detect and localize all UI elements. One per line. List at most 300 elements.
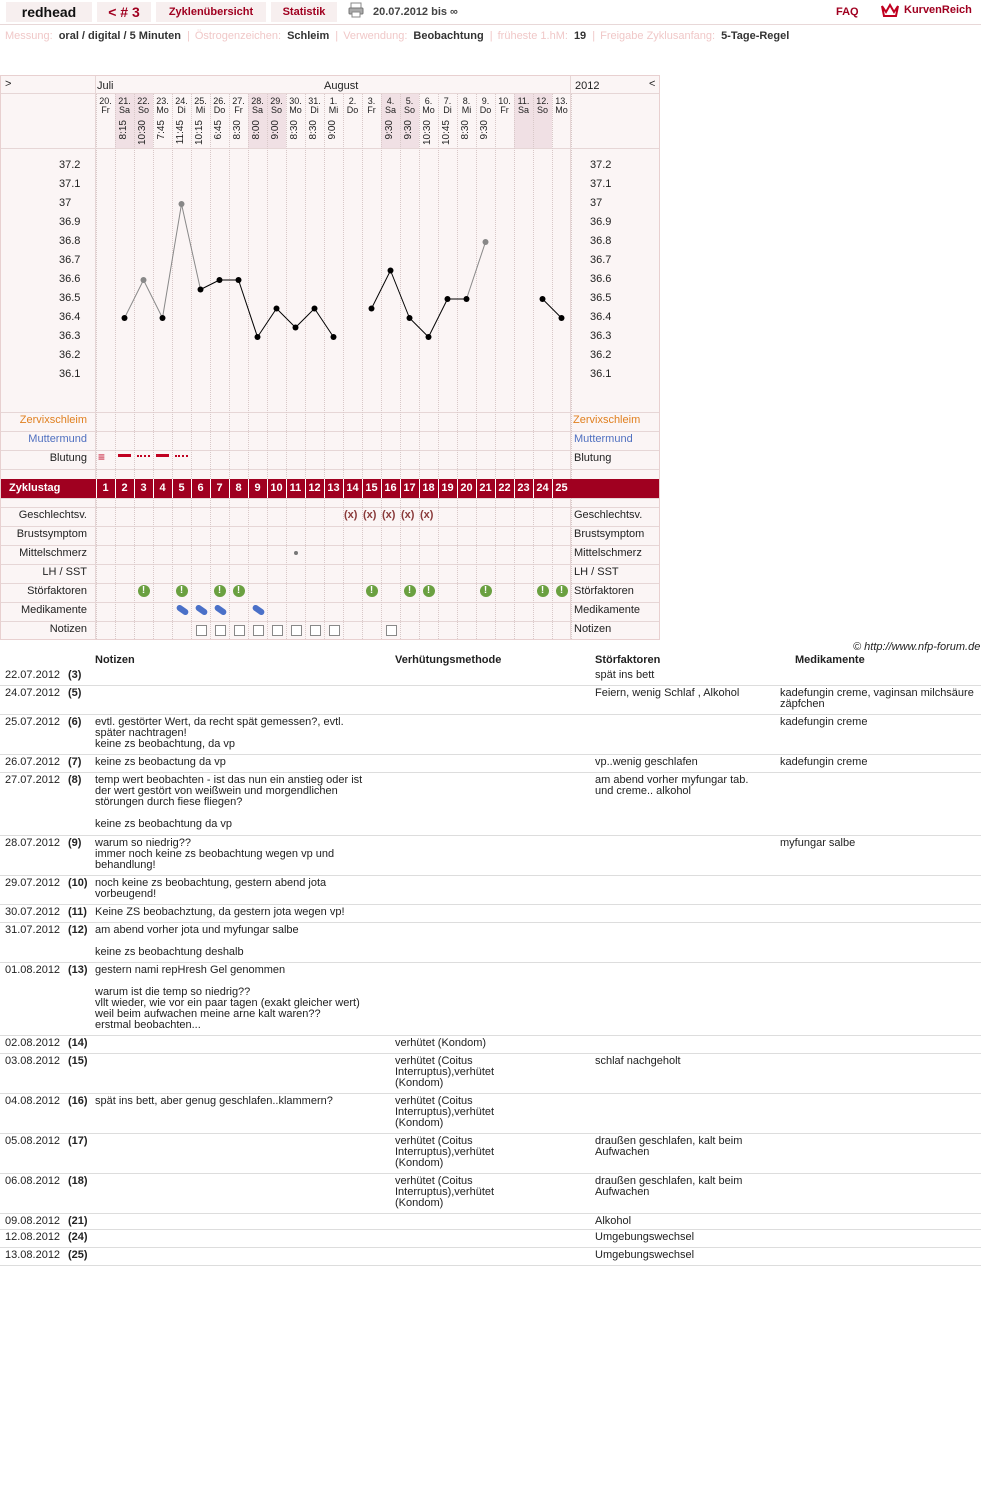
month-label-august: August (324, 80, 359, 92)
table-row (0, 715, 981, 755)
weekday: Mi (461, 105, 472, 115)
oestrogen-value: Schleim (287, 30, 330, 42)
stoerfaktor-icon[interactable]: ! (176, 585, 188, 597)
note-icon[interactable] (329, 625, 340, 636)
temp-point[interactable] (236, 277, 242, 283)
cycle-day-number: 4 (159, 482, 166, 494)
table-row (0, 1214, 981, 1230)
cycle-day-divider (438, 479, 439, 498)
weekday: Sa (118, 105, 130, 115)
row-method: verhütet (Coitus Interruptus),verhütet (Kondom) (395, 1095, 498, 1129)
cycle-day-number: 20 (460, 482, 473, 494)
row-cycle-day: (12) (68, 924, 88, 936)
temp-point[interactable] (407, 315, 413, 321)
table-row (0, 1134, 981, 1174)
measure-time: 7:45 (156, 120, 167, 140)
weekday: Do (346, 105, 359, 115)
measure-time: 8:00 (251, 120, 262, 140)
row-medication: kadefungin creme, vaginsan milchsäure zäpfchen (780, 687, 977, 710)
temp-tick-left: 36.4 (59, 311, 81, 323)
hm-label: früheste 1.hM: (497, 30, 568, 42)
cycle-day-number: 11 (289, 482, 302, 494)
cycle-day-number: 2 (121, 482, 128, 494)
row-date: 27.07.2012 (5, 774, 61, 786)
temp-point[interactable] (312, 306, 318, 312)
row-cycle-day: (3) (68, 669, 82, 681)
row-stoerfaktor: schlaf nachgeholt (595, 1055, 681, 1067)
row-date: 02.08.2012 (5, 1037, 61, 1049)
oestrogen-label: Östrogenzeichen: (194, 30, 282, 42)
day-number: 13. (555, 96, 568, 106)
temp-segment (201, 280, 220, 290)
temp-point[interactable] (122, 315, 128, 321)
temp-point[interactable] (198, 287, 204, 293)
measure-time: 8:30 (232, 120, 243, 140)
temp-segment (239, 280, 258, 337)
separator: | (592, 30, 596, 42)
row-method: verhütet (Kondom) (395, 1037, 487, 1049)
table-row (0, 1174, 981, 1214)
blutung-marker (156, 454, 169, 460)
cycle-day-divider (476, 479, 477, 498)
note-icon[interactable] (234, 625, 245, 636)
date-range: 20.07.2012 bis ∞ (373, 6, 458, 18)
intercourse-icon[interactable]: (x) (363, 509, 377, 521)
mittelschmerz-marker[interactable] (294, 551, 298, 555)
cycle-day-number: 22 (498, 482, 511, 494)
cycle-day-number: 12 (308, 482, 321, 494)
row-note: evtl. gestörter Wert, da recht spät gemessen?, evtl. später nachtragen! keine zs beobachtung, da vp (95, 716, 344, 750)
day-number: 20. (99, 96, 112, 106)
day-number: 6. (424, 96, 433, 106)
row-date: 28.07.2012 (5, 837, 61, 849)
cycle-overview-tab[interactable]: Zyklenübersicht (156, 2, 266, 22)
stoerfaktor-icon[interactable]: ! (480, 585, 492, 597)
cycle-day-divider (533, 479, 534, 498)
weekday: Sa (384, 105, 396, 115)
row-stoerfaktor: vp..wenig geschlafen (595, 756, 698, 768)
table-row (0, 876, 981, 905)
cycle-day-divider (400, 479, 401, 498)
row-cycle-day: (9) (68, 837, 82, 849)
cycle-day-divider (191, 479, 192, 498)
row-note: warum so niedrig?? immer noch keine zs beobachtung wegen vp und behandlung! (95, 837, 335, 871)
row-cycle-day: (25) (68, 1249, 88, 1261)
day-number: 24. (175, 96, 188, 106)
stoerfaktor-icon[interactable]: ! (233, 585, 245, 597)
temp-tick-right: 36.5 (590, 292, 612, 304)
stoerfaktor-icon[interactable]: ! (404, 585, 416, 597)
muttermund-label-right: Muttermund (574, 433, 633, 445)
cycle-chart (0, 75, 660, 640)
row-note: noch keine zs beobachtung, gestern abend jota vorbeugend! (95, 877, 330, 900)
measure-time: 9:30 (384, 120, 395, 140)
weekday: Sa (517, 105, 529, 115)
row-stoerfaktor: spät ins bett (595, 669, 655, 681)
row-cycle-day: (18) (68, 1175, 88, 1187)
day-number: 12. (536, 96, 549, 106)
intercourse-icon[interactable]: (x) (401, 509, 415, 521)
cycle-day-divider (495, 479, 496, 498)
temp-tick-left: 36.9 (59, 216, 81, 228)
temperature-curve (1, 76, 659, 639)
brust-label: Brustsymptom (16, 528, 87, 540)
cycle-day-number: 15 (365, 482, 378, 494)
measure-time: 9:00 (327, 120, 338, 140)
faq-link[interactable]: FAQ (836, 6, 859, 18)
blutung-marker (137, 455, 150, 459)
zervix-label-right: Zervixschleim (573, 414, 641, 426)
stoerfaktor-icon[interactable]: ! (556, 585, 568, 597)
row-date: 30.07.2012 (5, 906, 61, 918)
day-number: 2. (348, 96, 357, 106)
table-row (0, 755, 981, 773)
cycle-day-divider (362, 479, 363, 498)
day-number: 23. (156, 96, 169, 106)
measure-time: 10:15 (194, 120, 205, 146)
cycle-day-divider (229, 479, 230, 498)
temp-segment (410, 318, 429, 337)
cycle-day-number: 25 (555, 482, 568, 494)
intercourse-icon[interactable]: (x) (382, 509, 396, 521)
temp-tick-left: 37 (59, 197, 72, 209)
day-number: 7. (443, 96, 452, 106)
blutung-label: Blutung (49, 452, 87, 464)
temp-segment (315, 309, 334, 338)
row-stoerfaktor: Umgebungswechsel (595, 1231, 695, 1243)
cycle-day-divider (514, 479, 515, 498)
row-stoerfaktor: draußen geschlafen, kalt beim Aufwachen (595, 1175, 745, 1198)
temp-tick-right: 36.4 (590, 311, 612, 323)
row-date: 29.07.2012 (5, 877, 61, 889)
temp-tick-right: 36.6 (590, 273, 612, 285)
temp-point[interactable] (160, 315, 166, 321)
temp-point[interactable] (179, 201, 185, 207)
temp-segment (125, 280, 144, 318)
row-note: keine zs beobactung da vp (95, 756, 226, 768)
temp-tick-left: 36.2 (59, 349, 81, 361)
table-row (0, 1230, 981, 1248)
measure-time: 11:45 (175, 120, 186, 145)
temp-point[interactable] (293, 325, 299, 331)
row-stoerfaktor: Alkohol (595, 1215, 632, 1227)
temp-segment (391, 271, 410, 319)
row-note: am abend vorher jota und myfungar salbe keine zs beobachtung deshalb (95, 924, 299, 958)
row-cycle-day: (16) (68, 1095, 88, 1107)
cycle-day-number: 3 (140, 482, 147, 494)
temp-segment (429, 299, 448, 337)
weekday: So (137, 105, 149, 115)
cycle-day-number: 21 (479, 482, 492, 494)
day-number: 11. (517, 96, 530, 106)
hm-value: 19 (573, 30, 587, 42)
stoerfaktor-icon[interactable]: ! (366, 585, 378, 597)
temp-point[interactable] (369, 306, 375, 312)
temp-point[interactable] (464, 296, 470, 302)
freigabe-value: 5-Tage-Regel (721, 30, 790, 42)
day-number: 10. (498, 96, 511, 106)
day-number: 9. (481, 96, 490, 106)
weekday: Do (213, 105, 226, 115)
mittel-label-right: Mittelschmerz (574, 547, 642, 559)
row-date: 25.07.2012 (5, 716, 61, 728)
stoer-label: Störfaktoren (27, 585, 87, 597)
weekday: Mo (555, 105, 568, 115)
statistics-tab[interactable]: Statistik (271, 2, 337, 22)
weekday: Fr (500, 105, 509, 115)
cycle-day-divider (172, 479, 173, 498)
temp-segment (296, 309, 315, 328)
day-number: 25. (194, 96, 207, 106)
table-row (0, 905, 981, 923)
weekday: Mi (195, 105, 206, 115)
table-row (0, 1094, 981, 1134)
row-cycle-day: (15) (68, 1055, 88, 1067)
weekday: Fr (367, 105, 376, 115)
measure-time: 10:30 (422, 120, 433, 146)
row-cycle-day: (7) (68, 756, 82, 768)
note-icon[interactable] (386, 625, 397, 636)
user-name-tab[interactable]: redhead (6, 2, 92, 22)
measure-time: 10:30 (137, 120, 148, 146)
row-date: 13.08.2012 (5, 1249, 61, 1261)
cycle-day-divider (343, 479, 344, 498)
row-medication: myfungar salbe (780, 837, 856, 849)
notizen-label-right: Notizen (574, 623, 612, 635)
measure-time: 6:45 (213, 120, 224, 140)
nav-prev-button[interactable]: > (5, 78, 12, 90)
temp-segment (372, 271, 391, 309)
stoerfaktor-icon[interactable]: ! (537, 585, 549, 597)
temp-segment (163, 204, 182, 318)
temp-point[interactable] (217, 277, 223, 283)
row-note: gestern nami repHresh Gel genommen warum ist die temp so niedrig?? vllt wieder, wie vor ein paar tagen (exakt gleicher wert) weil beim aufwachen meine arne kalt waren?? erstmal beobachten... (95, 964, 360, 1031)
row-date: 01.08.2012 (5, 964, 61, 976)
brust-label-right: Brustsymptom (574, 528, 645, 540)
weekday: Mo (422, 105, 435, 115)
cycle-day-number: 24 (536, 482, 549, 494)
temp-segment (277, 309, 296, 328)
row-date: 04.08.2012 (5, 1095, 61, 1107)
weekday: Do (479, 105, 492, 115)
day-number: 8. (462, 96, 471, 106)
lh-label-right: LH / SST (574, 566, 619, 578)
table-row (0, 836, 981, 876)
cycle-day-divider (305, 479, 306, 498)
measure-time: 9:30 (479, 120, 490, 140)
separator: | (186, 30, 190, 42)
cycle-day-number: 18 (422, 482, 435, 494)
temp-tick-right: 36.8 (590, 235, 612, 247)
cycle-day-number: 23 (517, 482, 530, 494)
temp-point[interactable] (559, 315, 565, 321)
separator: | (335, 30, 339, 42)
weekday: Mo (156, 105, 169, 115)
gv-label-right: Geschlechtsv. (574, 509, 643, 521)
row-date: 26.07.2012 (5, 756, 61, 768)
header-med: Medikamente (795, 654, 865, 666)
cycle-day-number: 6 (197, 482, 204, 494)
row-date: 24.07.2012 (5, 687, 61, 699)
cycle-day-divider (457, 479, 458, 498)
row-cycle-day: (14) (68, 1037, 88, 1049)
verwendung-label: Verwendung: (343, 30, 408, 42)
year-label: 2012 (575, 80, 600, 92)
temp-tick-left: 36.7 (59, 254, 81, 266)
month-label-juli: Juli (97, 80, 114, 92)
cycle-selector-tab[interactable]: < # 3 (97, 2, 151, 22)
temp-segment (258, 309, 277, 338)
table-row (0, 668, 981, 686)
verwendung-value: Beobachtung (413, 30, 484, 42)
stoerfaktor-icon[interactable]: ! (423, 585, 435, 597)
temp-point[interactable] (388, 268, 394, 274)
table-row (0, 773, 981, 836)
cycle-day-divider (267, 479, 268, 498)
row-date: 31.07.2012 (5, 924, 61, 936)
temp-tick-right: 36.9 (590, 216, 612, 228)
stoerfaktor-icon[interactable]: ! (138, 585, 150, 597)
cycle-day-number: 7 (216, 482, 223, 494)
temp-tick-right: 37.2 (590, 159, 612, 171)
row-stoerfaktor: Feiern, wenig Schlaf , Alkohol (595, 687, 740, 699)
cycle-day-divider (286, 479, 287, 498)
row-cycle-day: (21) (68, 1215, 88, 1227)
cycle-day-divider (324, 479, 325, 498)
day-number: 27. (232, 96, 245, 106)
printer-icon[interactable] (348, 2, 366, 22)
cycle-day-number: 10 (270, 482, 283, 494)
temp-point[interactable] (255, 334, 261, 340)
weekday: Di (443, 105, 452, 115)
temp-tick-left: 37.1 (59, 178, 81, 190)
cycle-day-divider (552, 479, 553, 498)
temp-tick-right: 36.1 (590, 368, 612, 380)
table-row (0, 686, 981, 715)
cycle-day-number: 17 (403, 482, 416, 494)
kurvenreich-logo[interactable] (880, 0, 972, 20)
cycle-day-number: 8 (235, 482, 242, 494)
settings-summary (5, 30, 793, 42)
note-icon[interactable] (291, 625, 302, 636)
temp-tick-left: 36.5 (59, 292, 81, 304)
measure-time: 8:30 (308, 120, 319, 140)
cycle-day-number: 13 (327, 482, 340, 494)
weekday: So (536, 105, 548, 115)
cycle-day-divider (153, 479, 154, 498)
day-number: 26. (213, 96, 226, 106)
table-row (0, 963, 981, 1036)
nav-next-button[interactable]: < (649, 78, 656, 90)
temp-segment (543, 299, 562, 318)
intercourse-icon[interactable]: (x) (344, 509, 358, 521)
stoerfaktor-icon[interactable]: ! (214, 585, 226, 597)
med-label: Medikamente (20, 604, 87, 616)
med-label-right: Medikamente (574, 604, 641, 616)
day-number: 22. (137, 96, 150, 106)
day-number: 3. (367, 96, 376, 106)
row-stoerfaktor: Umgebungswechsel (595, 1249, 695, 1261)
row-date: 22.07.2012 (5, 669, 61, 681)
intercourse-icon[interactable]: (x) (420, 509, 434, 521)
temp-tick-right: 36.2 (590, 349, 612, 361)
note-icon[interactable] (215, 625, 226, 636)
row-method: verhütet (Coitus Interruptus),verhütet (Kondom) (395, 1175, 498, 1209)
temp-tick-right: 37 (590, 197, 603, 209)
crown-icon (880, 2, 900, 18)
messung-value: oral / digital / 5 Minuten (58, 30, 181, 42)
temp-tick-left: 37.2 (59, 159, 81, 171)
row-date: 03.08.2012 (5, 1055, 61, 1067)
temp-point[interactable] (274, 306, 280, 312)
note-icon[interactable] (253, 625, 264, 636)
copyright: © http://www.nfp-forum.de (853, 641, 981, 653)
table-row (0, 1054, 981, 1094)
row-cycle-day: (13) (68, 964, 88, 976)
day-number: 21. (118, 96, 131, 106)
measure-time: 8:30 (460, 120, 471, 140)
temp-segment (467, 242, 486, 299)
cycle-day-divider (134, 479, 135, 498)
stoer-label-right: Störfaktoren (574, 585, 634, 597)
temp-segment (144, 280, 163, 318)
row-date: 09.08.2012 (5, 1215, 61, 1227)
temp-point[interactable] (483, 239, 489, 245)
row-cycle-day: (6) (68, 716, 82, 728)
row-medication: kadefungin creme (780, 716, 868, 728)
day-number: 5. (405, 96, 414, 106)
note-icon[interactable] (272, 625, 283, 636)
temp-point[interactable] (426, 334, 432, 340)
note-icon[interactable] (196, 625, 207, 636)
table-row (0, 1248, 981, 1266)
table-row (0, 1036, 981, 1054)
temp-point[interactable] (331, 334, 337, 340)
day-number: 1. (329, 96, 338, 106)
header-notizen: Notizen (95, 654, 135, 666)
freigabe-label: Freigabe Zyklusanfang: (600, 30, 716, 42)
table-row (0, 923, 981, 963)
zyklustag-label: Zyklustag (9, 482, 61, 494)
muttermund-label: Muttermund (28, 433, 87, 445)
temp-tick-left: 36.8 (59, 235, 81, 247)
temp-point[interactable] (540, 296, 546, 302)
row-cycle-day: (24) (68, 1231, 88, 1243)
temp-tick-left: 36.1 (59, 368, 81, 380)
header-stoer: Störfaktoren (595, 654, 661, 666)
blutung-label-right: Blutung (574, 452, 612, 464)
measure-time: 8:30 (289, 120, 300, 140)
weekday: Fr (101, 105, 110, 115)
note-icon[interactable] (310, 625, 321, 636)
weekday: So (403, 105, 415, 115)
cycle-day-divider (248, 479, 249, 498)
row-method: verhütet (Coitus Interruptus),verhütet (Kondom) (395, 1135, 498, 1169)
header-methode: Verhütungsmethode (395, 654, 502, 666)
row-cycle-day: (10) (68, 877, 88, 889)
row-stoerfaktor: am abend vorher myfungar tab. und creme.. alkohol (595, 774, 752, 797)
temp-point[interactable] (141, 277, 147, 283)
cycle-day-divider (96, 479, 97, 498)
temp-tick-right: 37.1 (590, 178, 612, 190)
row-date: 06.08.2012 (5, 1175, 61, 1187)
temp-point[interactable] (445, 296, 451, 302)
cycle-day-number: 19 (441, 482, 454, 494)
measure-time: 9:30 (403, 120, 414, 140)
zervix-label: Zervixschleim (19, 414, 87, 426)
cycle-day-divider (115, 479, 116, 498)
blutung-strong-marker: ≡ (98, 450, 106, 464)
